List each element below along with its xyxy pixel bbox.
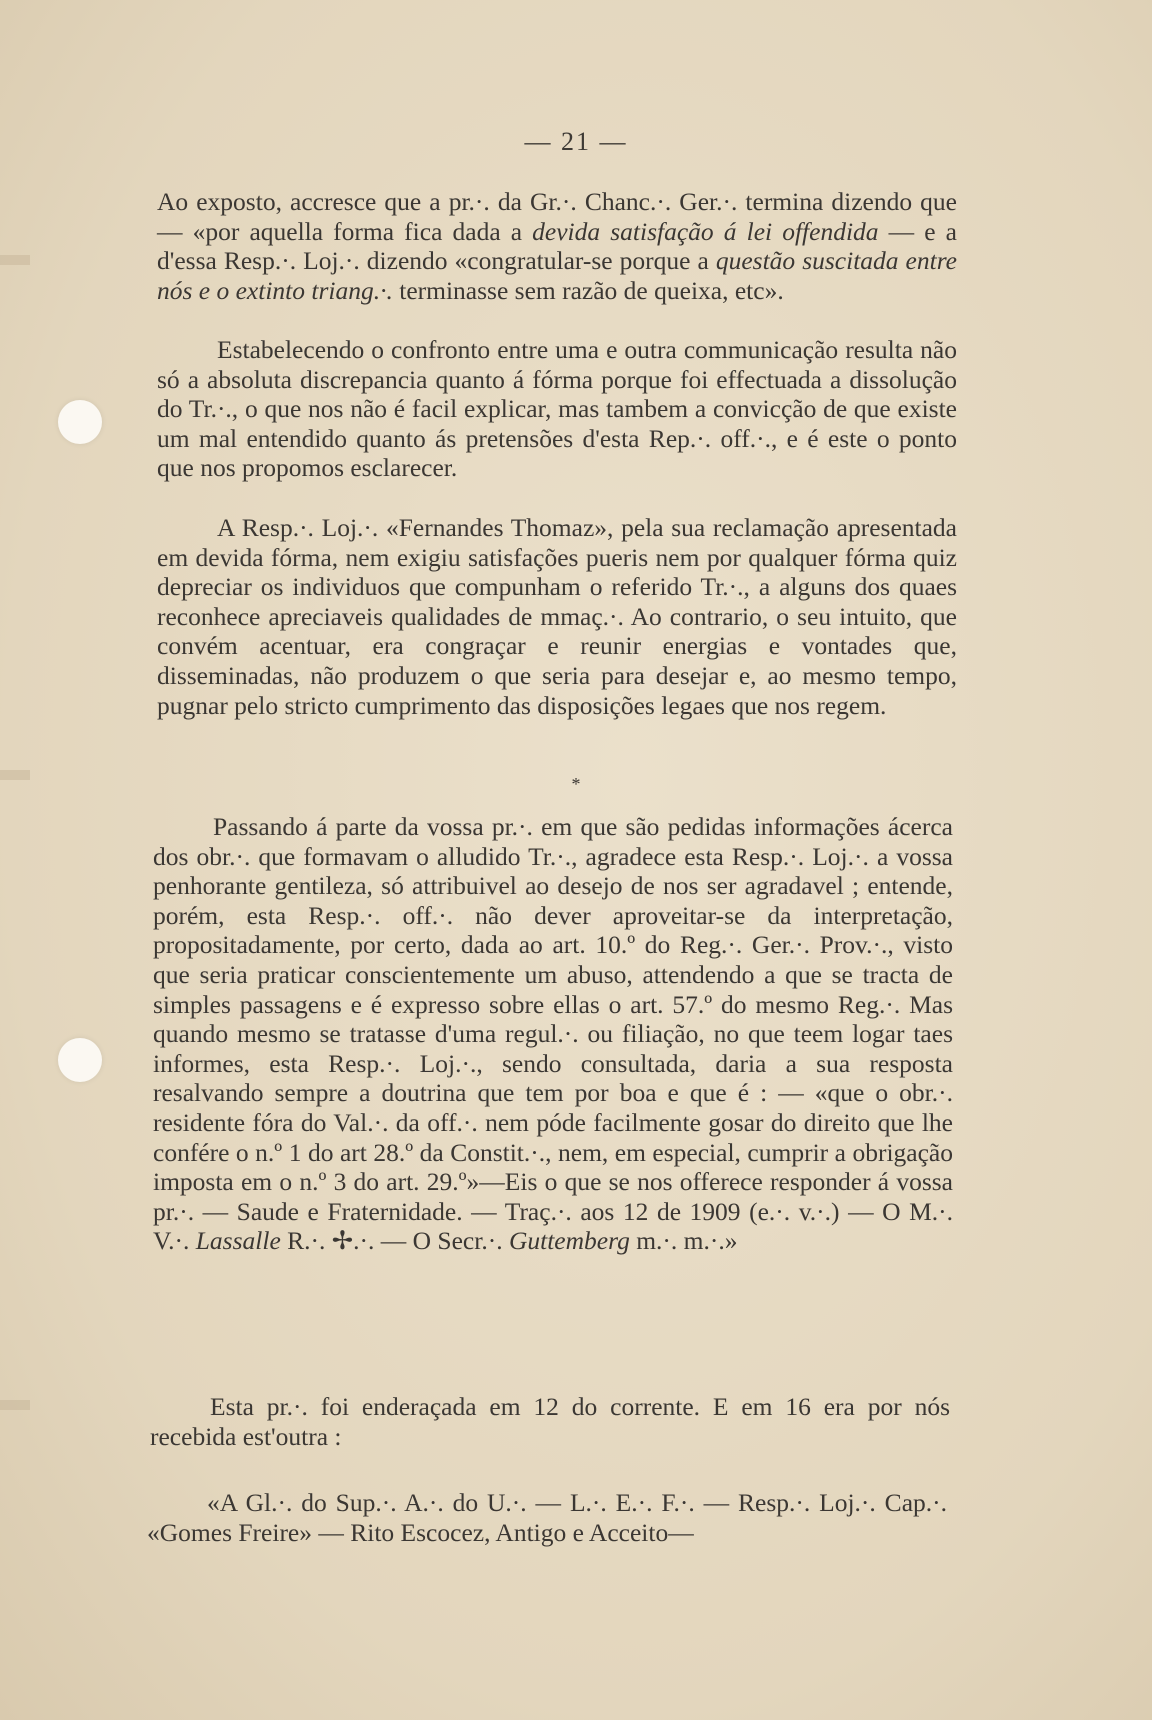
text-run: Esta pr.·. foi enderaçada em 12 do corrente. E em 16 era por nós recebida est'outra : bbox=[150, 1392, 950, 1451]
paragraph-4 bbox=[153, 812, 953, 1256]
text-run: A Resp.·. Loj.·. «Fernandes Thomaz», pela sua reclamação apresentada em devida fórma, nem exigiu satisfações pueris nem por qualquer fórma quiz depreciar os individuos que compunham o referido Tr.·., a alguns dos quaes reconhece apreciaveis qualidades de mmaç.·. Ao contrario, o seu intuito, que convém acentuar, era congraçar e reunir energias e vontades que, disseminadas, não produzem o que seria para desejar e, ao mesmo tempo, pugnar pelo stricto cumprimento das disposições legaes que nos regem. bbox=[157, 513, 957, 720]
italic-text: Lassalle bbox=[195, 1226, 281, 1256]
italic-text: questão suscitada entre nós e o extinto triang.·. bbox=[157, 246, 958, 305]
binding-hole bbox=[58, 400, 102, 444]
text-run: — e a d'essa Resp.·. Loj.·. dizendo «congratular-se porque a bbox=[157, 216, 958, 276]
text-run: Estabelecendo o confronto entre uma e outra communicação resulta não só a absoluta discrepancia quanto á fórma porque foi effectuada a dissolução do Tr.·., o que nos não é facil explicar, mas tambem a convicção de que existe um mal entendido quanto ás pretensões d'esta Rep.·. off.·., e é este o ponto que nos propomos esclarecer. bbox=[157, 335, 957, 483]
paragraph-6 bbox=[147, 1488, 947, 1547]
text-run: «A Gl.·. do Sup.·. A.·. do U.·. — L.·. E.·. F.·. — Resp.·. Loj.·. Cap.·. «Gomes Freire» — Rito Escocez, Antigo e Acceito— bbox=[147, 1488, 947, 1547]
edge-mark bbox=[0, 1400, 30, 1410]
text-run: R.·. ✢.·. — O Secr.·. bbox=[280, 1226, 509, 1256]
paragraph-2 bbox=[157, 335, 957, 483]
section-separator: * bbox=[571, 774, 581, 794]
italic-text: devida satisfação á lei offendida bbox=[532, 216, 879, 246]
text-run: Passando á parte da vossa pr.·. em que são pedidas informações ácerca dos obr.·. que formavam o alludido Tr.·., agradece esta Resp.·. Loj.·. a vossa penhorante gentileza, só attribuivel ao desejo de nos ser agradavel ; entende, porém, esta Resp.·. off.·. não dever aproveitar-se da interpretação, propositadamente, por certo, dada ao art. 10.º do Reg.·. Ger.·. Prov.·., visto que seria praticar conscientemente um abuso, attendendo a que se tracta de simples passagens e é expresso sobre ellas o art. 57.º do mesmo Reg.·. Mas quando mesmo se tratasse d'uma regul.·. ou filiação, no que teem logar taes informes, esta Resp.·. Loj.·., sendo consultada, daria a sua resposta resalvando sempre a doutrina que tem por boa e que é : — «que o obr.·. residente fóra do Val.·. da off.·. nem póde facilmente gosar do direito que lhe confére o n.º 1 do art 28.º da Constit.·., nem, em especial, cumprir a obrigação imposta em o n.º 3 do art. 29.º»—Eis o que se nos offerece responder á vossa pr.·. — Saude e Fraternidade. — Traç.·. aos 12 de 1909 (e.·. v.·.) — O M.·. V.·. bbox=[153, 812, 953, 1256]
paragraph-3 bbox=[157, 513, 957, 720]
text-run: m.·. m.·.» bbox=[629, 1226, 738, 1256]
italic-text: Guttemberg bbox=[508, 1226, 630, 1256]
text-run: terminasse sem razão de queixa, etc». bbox=[392, 275, 784, 305]
edge-mark bbox=[0, 255, 30, 265]
page-number: — 21 — bbox=[524, 127, 628, 156]
text-run: Ao exposto, accresce que a pr.·. da Gr.·. Chanc.·. Ger.·. termina dizendo que — «por aquella forma fica dada a bbox=[157, 187, 957, 246]
paragraph-5 bbox=[150, 1392, 950, 1451]
paragraph-1 bbox=[157, 187, 957, 305]
binding-hole bbox=[58, 1038, 102, 1082]
